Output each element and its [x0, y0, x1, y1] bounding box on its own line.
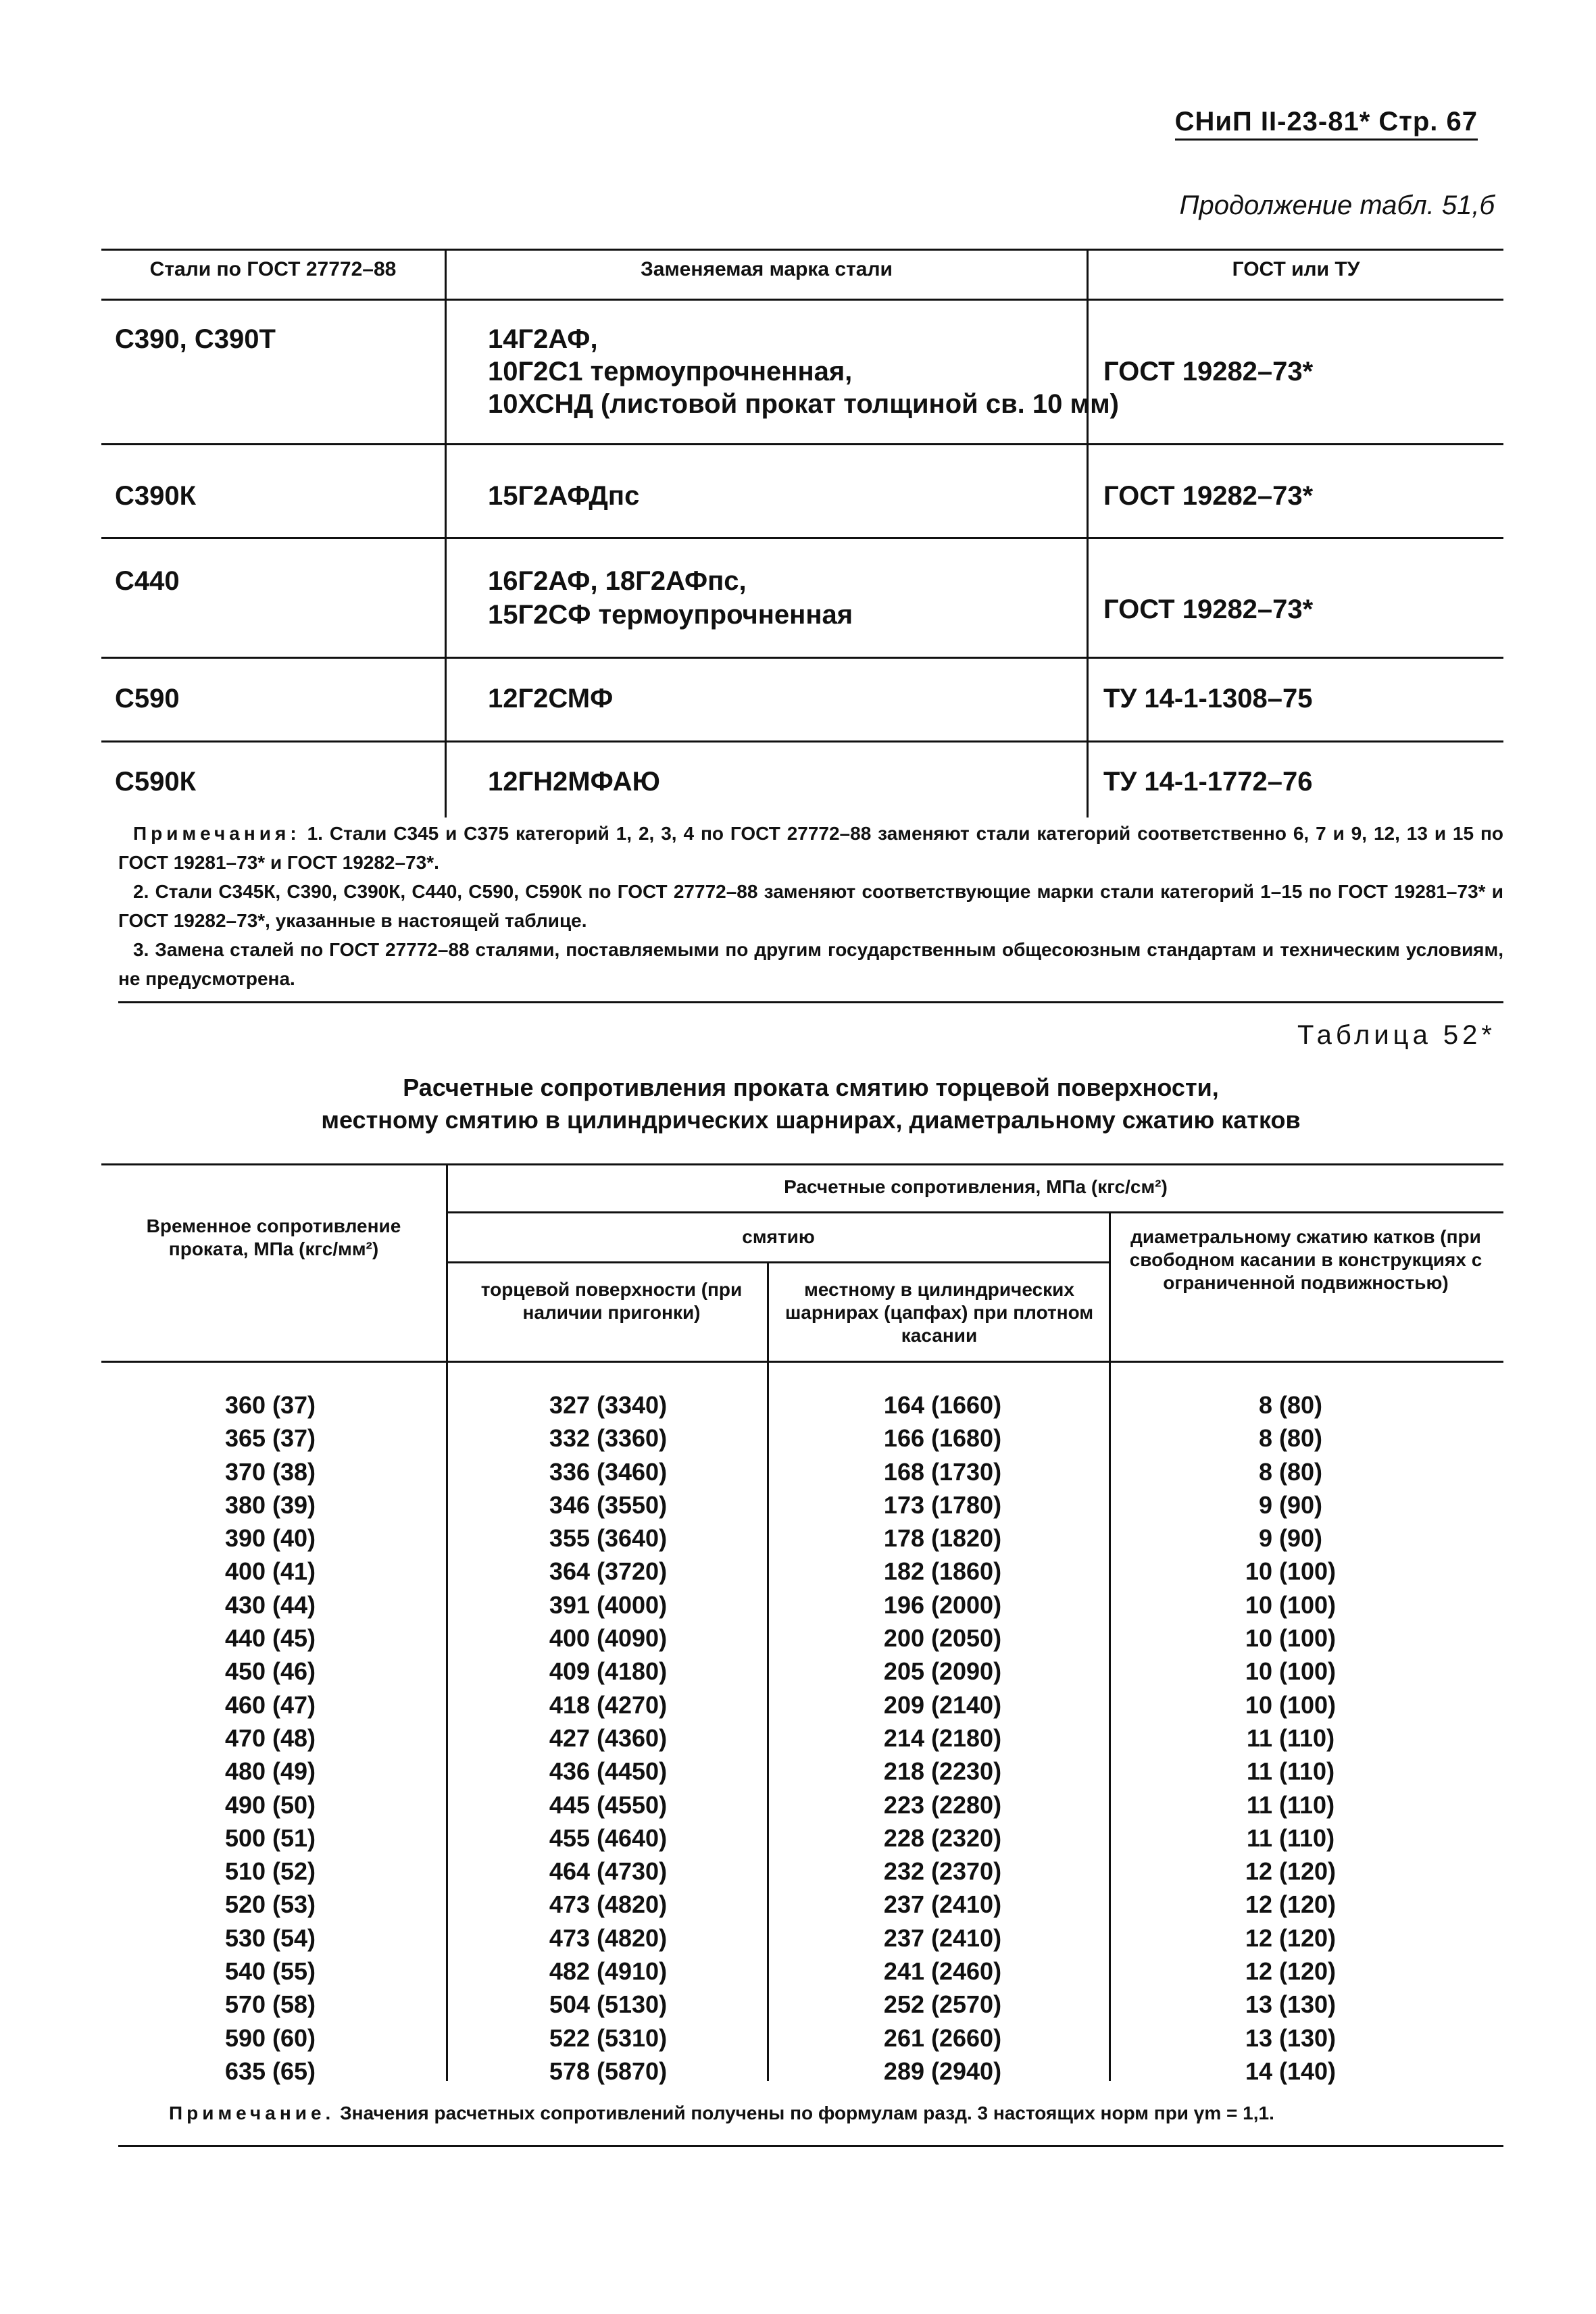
column-header: Стали по ГОСТ 27772–88: [149, 258, 397, 280]
table-cell: 261 (2660): [883, 2023, 1002, 2052]
grade-line: 10ХСНД (листовой прокат толщиной св. 10 мм): [488, 389, 1120, 419]
table-cell: 522 (5310): [549, 2023, 668, 2052]
table-cell: 450 (46): [224, 1657, 316, 1686]
table-cell: 391 (4000): [549, 1590, 668, 1619]
table-cell: 464 (4730): [549, 1857, 668, 1886]
table-cell: 205 (2090): [883, 1657, 1002, 1686]
column-divider: [1109, 1211, 1111, 2081]
table-cell: 9 (90): [1258, 1490, 1323, 1519]
table-cell: 166 (1680): [883, 1424, 1002, 1453]
continuation-label: Продолжение табл. 51,б: [1179, 191, 1495, 220]
table-cell: 12 (120): [1245, 1890, 1337, 1919]
grade-line: 12ГН2МФАЮ: [488, 767, 660, 797]
table-cell: 252 (2570): [883, 1990, 1002, 2019]
note-3: 3. Замена сталей по ГОСТ 27772–88 сталями, поставляемыми по другим государственным общесоюзным стандартам и техническим условиям, не предусмотрена.: [118, 939, 1503, 989]
table-cell: 490 (50): [224, 1790, 316, 1819]
table-cell: 10 (100): [1245, 1624, 1337, 1653]
table-cell: 11 (110): [1246, 1724, 1335, 1752]
notes-label: Примечания:: [133, 823, 301, 844]
header-strength: Временное сопротивление проката, МПа (кгс/мм²): [146, 1215, 401, 1259]
table-cell: 173 (1780): [883, 1490, 1002, 1519]
header-end-surface: торцевой поверхности (при наличии пригонки): [480, 1279, 743, 1323]
column-divider: [446, 1163, 448, 2081]
table-cell: 510 (52): [224, 1857, 316, 1886]
table-cell: 11 (110): [1246, 1757, 1335, 1786]
table-cell: 12 (120): [1245, 1923, 1337, 1952]
table-cell: 470 (48): [224, 1724, 316, 1752]
note-2: 2. Стали С345К, С390, С390К, С440, С590, С590К по ГОСТ 27772–88 заменяют соответствующие марки стали категорий 1–15 по ГОСТ 19281–73* и ГОСТ 19282–73*, указанные в настоящей таблице.: [118, 881, 1503, 931]
column-diametral: [1149, 1388, 1432, 2088]
table-cell: 218 (2230): [883, 1757, 1002, 1786]
steel-cell: С590К: [115, 767, 197, 797]
table-cell: 196 (2000): [883, 1590, 1002, 1619]
title-line: Расчетные сопротивления проката смятию торцевой поверхности,: [403, 1074, 1219, 1101]
table-cell: 455 (4640): [549, 1823, 668, 1852]
header-diametral: диаметральному сжатию катков (при свободном касании в конструкциях с ограниченной подвижностью): [1129, 1226, 1482, 1293]
table-cell: 237 (2410): [883, 1890, 1002, 1919]
table-cell: 365 (37): [224, 1424, 316, 1453]
table-cell: 480 (49): [224, 1757, 316, 1786]
table-cell: 445 (4550): [549, 1790, 668, 1819]
table-cell: 14 (140): [1245, 2057, 1337, 2085]
table-cell: 364 (3720): [549, 1557, 668, 1586]
table-cell: 578 (5870): [549, 2057, 668, 2085]
table-cell: 178 (1820): [883, 1524, 1002, 1553]
gost-cell: ГОСТ 19282–73*: [1103, 595, 1314, 624]
title-line: местному смятию в цилиндрических шарнирах, диаметральному сжатию катков: [321, 1106, 1301, 1134]
table-cell: 228 (2320): [883, 1823, 1002, 1852]
table-cell: 168 (1730): [883, 1457, 1002, 1486]
grade-line: 10Г2С1 термоупрочненная,: [488, 357, 853, 386]
table-cell: 473 (4820): [549, 1923, 668, 1952]
table-cell: 10 (100): [1245, 1557, 1337, 1586]
table-rule: [101, 249, 1503, 251]
table-cell: 232 (2370): [883, 1857, 1002, 1886]
table-52-title: [118, 1072, 1503, 1136]
table-cell: 327 (3340): [549, 1391, 668, 1419]
table-rule: [448, 1261, 1109, 1263]
table-cell: 380 (39): [224, 1490, 316, 1519]
table-cell: 11 (110): [1246, 1823, 1335, 1852]
table-cell: 200 (2050): [883, 1624, 1002, 1653]
table-cell: 504 (5130): [549, 1990, 668, 2019]
table-rule: [448, 1211, 1503, 1213]
table-rule: [101, 740, 1503, 743]
table-cell: 590 (60): [224, 2023, 316, 2052]
table-rule: [101, 537, 1503, 539]
table-rule: [101, 1361, 1503, 1363]
table-cell: 332 (3360): [549, 1424, 668, 1453]
table-cell: 482 (4910): [549, 1957, 668, 1986]
table-cell: 540 (55): [224, 1957, 316, 1986]
column-divider: [445, 249, 447, 818]
table-cell: 427 (4360): [549, 1724, 668, 1752]
table-cell: 289 (2940): [883, 2057, 1002, 2085]
table-cell: 223 (2280): [883, 1790, 1002, 1819]
section-divider: [118, 1001, 1503, 1003]
table-cell: 209 (2140): [883, 1690, 1002, 1719]
table-rule: [101, 657, 1503, 659]
table-cell: 400 (4090): [549, 1624, 668, 1653]
column-end-surface: [473, 1388, 743, 2088]
header-resistances: Расчетные сопротивления, МПа (кгс/см²): [784, 1176, 1168, 1197]
column-header: Заменяемая марка стали: [641, 258, 893, 280]
table-rule: [101, 1163, 1503, 1165]
table-rule: [101, 299, 1503, 301]
table-cell: 13 (130): [1245, 1990, 1337, 2019]
column-header: ГОСТ или ТУ: [1232, 258, 1360, 280]
column-divider: [767, 1261, 769, 2081]
steel-cell: С440: [115, 566, 180, 596]
table-cell: 520 (53): [224, 1890, 316, 1919]
table-cell: 241 (2460): [883, 1957, 1002, 1986]
table-cell: 409 (4180): [549, 1657, 668, 1686]
table-cell: 11 (110): [1246, 1790, 1335, 1819]
gost-cell: ГОСТ 19282–73*: [1103, 357, 1314, 386]
table-cell: 8 (80): [1258, 1391, 1323, 1419]
table-cell: 10 (100): [1245, 1590, 1337, 1619]
table-cell: 360 (37): [224, 1391, 316, 1419]
table-cell: 400 (41): [224, 1557, 316, 1586]
gost-cell: ТУ 14-1-1772–76: [1103, 767, 1313, 797]
table-cell: 370 (38): [224, 1457, 316, 1486]
table-cell: 8 (80): [1258, 1457, 1323, 1486]
table-rule: [101, 443, 1503, 445]
note-1: 1. Стали С345 и С375 категорий 1, 2, 3, 4 по ГОСТ 27772–88 заменяют стали категорий соответственно 6, 7 и 9, 12, 13 и 15 по ГОСТ 19281–73* и ГОСТ 19282–73*.: [118, 823, 1503, 873]
table-cell: 12 (120): [1245, 1957, 1337, 1986]
table-52-note: [169, 2103, 1274, 2124]
table-cell: 473 (4820): [549, 1890, 668, 1919]
table-cell: 430 (44): [224, 1590, 316, 1619]
table-cell: 355 (3640): [549, 1524, 668, 1553]
table-cell: 436 (4450): [549, 1757, 668, 1786]
table-cell: 460 (47): [224, 1690, 316, 1719]
table-cell: 8 (80): [1258, 1424, 1323, 1453]
steel-cell: С390, С390Т: [115, 324, 276, 354]
table-cell: 570 (58): [224, 1990, 316, 2019]
table-cell: 10 (100): [1245, 1690, 1337, 1719]
grade-line: 16Г2АФ, 18Г2АФпс,: [488, 566, 747, 596]
gost-cell: ГОСТ 19282–73*: [1103, 481, 1314, 511]
gost-cell: ТУ 14-1-1308–75: [1103, 684, 1313, 713]
column-strength: [135, 1388, 405, 2088]
table-cell: 182 (1860): [883, 1557, 1002, 1586]
column-divider: [1087, 249, 1089, 818]
grade-line: 15Г2АФДпс: [488, 481, 640, 511]
table-cell: 418 (4270): [549, 1690, 668, 1719]
header-local-hinge: местному в цилиндрических шарнирах (цапфах) при плотном касании: [784, 1279, 1094, 1346]
table-cell: 12 (120): [1245, 1857, 1337, 1886]
table-cell: 530 (54): [224, 1923, 316, 1952]
running-title: СНиП II-23-81* Стр. 67: [1175, 107, 1478, 141]
table-cell: 390 (40): [224, 1524, 316, 1553]
table-cell: 10 (100): [1245, 1657, 1337, 1686]
table-cell: 214 (2180): [883, 1724, 1002, 1752]
grade-line: 14Г2АФ,: [488, 324, 598, 354]
grade-line: 15Г2СФ термоупрочненная: [488, 600, 853, 630]
table-cell: 13 (130): [1245, 2023, 1337, 2052]
table-cell: 440 (45): [224, 1624, 316, 1653]
table-52-label: Таблица 52*: [1297, 1020, 1496, 1050]
column-local-hinge: [801, 1388, 1084, 2088]
table-cell: 237 (2410): [883, 1923, 1002, 1952]
steel-cell: С590: [115, 684, 180, 713]
steel-cell: С390К: [115, 481, 197, 511]
bottom-rule: [118, 2145, 1503, 2147]
table-cell: 336 (3460): [549, 1457, 668, 1486]
table-cell: 164 (1660): [883, 1391, 1002, 1419]
note-label: Примечание.: [169, 2103, 335, 2123]
table-cell: 635 (65): [224, 2057, 316, 2085]
table-cell: 346 (3550): [549, 1490, 668, 1519]
table-cell: 9 (90): [1258, 1524, 1323, 1553]
table-cell: 500 (51): [224, 1823, 316, 1852]
grade-line: 12Г2СМФ: [488, 684, 614, 713]
table-51-notes: [118, 819, 1503, 993]
note-text: Значения расчетных сопротивлений получены по формулам разд. 3 настоящих норм при γm = 1,1.: [340, 2103, 1274, 2123]
header-crushing: смятию: [742, 1226, 815, 1247]
